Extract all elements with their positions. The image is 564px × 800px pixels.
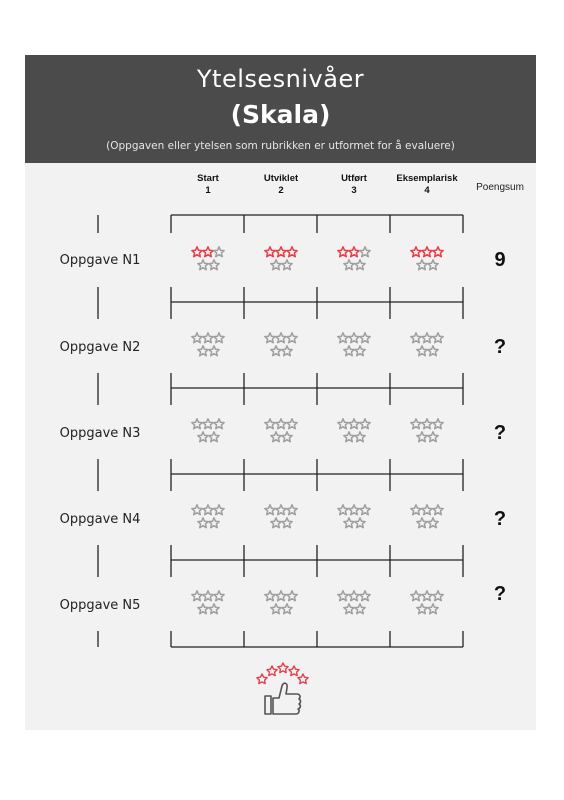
task-score-4: ? xyxy=(493,508,507,530)
level-number: 3 xyxy=(351,185,357,196)
score-header: Poengsum xyxy=(476,182,524,193)
page-description: (Oppgaven eller ytelsen som rubrikken er utformet for å evaluere) xyxy=(106,140,455,152)
task-score-5: ? xyxy=(493,583,507,605)
star-empty-icon xyxy=(354,603,366,615)
level-name: Start xyxy=(197,173,219,184)
star-empty-icon xyxy=(286,418,298,430)
star-filled-icon xyxy=(286,246,298,258)
task-label-4: Oppgave N4 xyxy=(59,512,141,527)
star-empty-icon xyxy=(427,259,439,271)
star-empty-icon xyxy=(281,259,293,271)
star-empty-icon xyxy=(286,590,298,602)
task-score-1: 9 xyxy=(494,249,506,271)
star-empty-icon xyxy=(427,345,439,357)
star-empty-icon xyxy=(432,332,444,344)
star-empty-icon xyxy=(286,504,298,516)
star-empty-icon xyxy=(432,590,444,602)
task-label-3: Oppgave N3 xyxy=(59,426,141,441)
thumbs-up-stars-icon xyxy=(255,660,311,720)
page-title: Ytelsesnivåer xyxy=(196,65,365,93)
star-empty-icon xyxy=(359,246,371,258)
star-empty-icon xyxy=(286,332,298,344)
task-score-3: ? xyxy=(493,422,507,444)
star-empty-icon xyxy=(281,603,293,615)
star-filled-icon xyxy=(432,246,444,258)
star-empty-icon xyxy=(354,431,366,443)
star-empty-icon xyxy=(359,418,371,430)
star-empty-icon xyxy=(213,246,225,258)
task-label-2: Oppgave N2 xyxy=(59,340,141,355)
star-empty-icon xyxy=(359,332,371,344)
level-number: 1 xyxy=(205,185,211,196)
star-empty-icon xyxy=(427,517,439,529)
task-label-5: Oppgave N5 xyxy=(59,598,141,613)
star-empty-icon xyxy=(208,603,220,615)
star-empty-icon xyxy=(281,431,293,443)
star-empty-icon xyxy=(354,517,366,529)
level-number: 4 xyxy=(424,185,430,196)
star-empty-icon xyxy=(208,517,220,529)
star-empty-icon xyxy=(213,590,225,602)
star-empty-icon xyxy=(213,504,225,516)
star-empty-icon xyxy=(427,603,439,615)
star-empty-icon xyxy=(432,504,444,516)
task-label-1: Oppgave N1 xyxy=(59,253,141,268)
star-empty-icon xyxy=(354,345,366,357)
level-number: 2 xyxy=(278,185,284,196)
star-empty-icon xyxy=(427,431,439,443)
task-score-2: ? xyxy=(493,336,507,358)
star-empty-icon xyxy=(213,332,225,344)
star-empty-icon xyxy=(432,418,444,430)
star-empty-icon xyxy=(359,590,371,602)
level-name: Utviklet xyxy=(263,173,299,184)
star-empty-icon xyxy=(359,504,371,516)
page-subtitle: (Skala) xyxy=(230,100,331,129)
star-empty-icon xyxy=(354,259,366,271)
star-empty-icon xyxy=(208,431,220,443)
star-empty-icon xyxy=(208,345,220,357)
star-empty-icon xyxy=(281,345,293,357)
level-name: Eksemplarisk xyxy=(396,173,458,184)
level-name: Utført xyxy=(341,173,367,184)
star-empty-icon xyxy=(208,259,220,271)
star-empty-icon xyxy=(281,517,293,529)
star-empty-icon xyxy=(213,418,225,430)
